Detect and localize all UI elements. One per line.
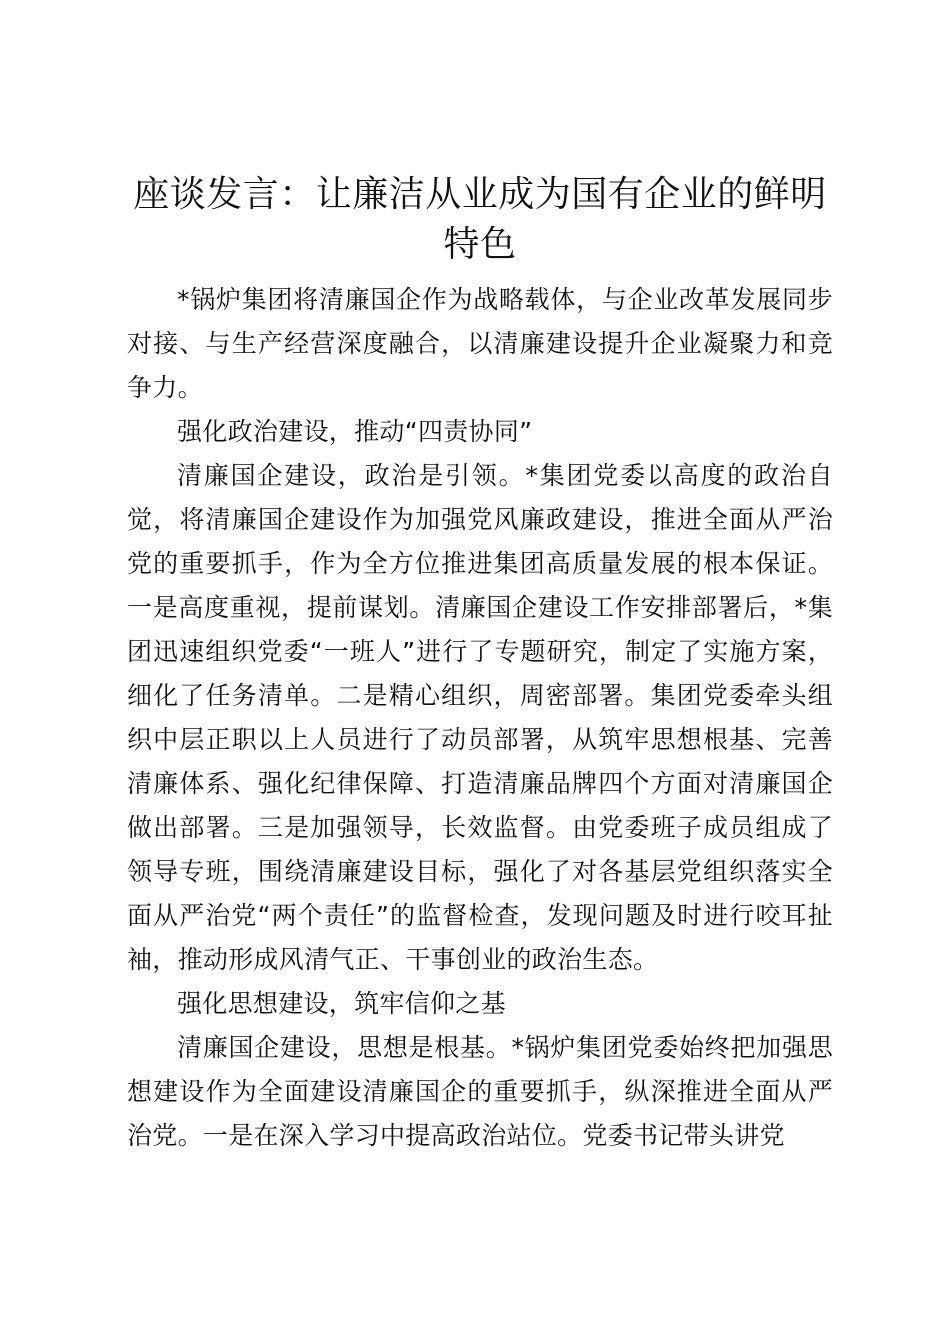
intro-paragraph: *锅炉集团将清廉国企作为战略载体，与企业改革发展同步对接、与生产经营深度融合，以清廉建设提升企业凝聚力和竞争力。 [127, 285, 833, 402]
section-heading-political: 强化政治建设，推动“四责协同” [177, 417, 533, 446]
document-title: 座谈发言：让廉洁从业成为国有企业的鲜明特色 [133, 174, 827, 265]
political-paragraph: 清廉国企建设，政治是引领。*集团党委以高度的政治自觉，将清廉国企建设作为加强党风廉政建设，推进全面从严治党的重要抓手，作为全方位推进集团高质量发展的根本保证。一是高度重视，提前谋划。清廉国企建设工作安排部署后，*集团迅速组织党委“一班人”进行了专题研究，制定了实施方案，细化了任务清单。二是精心组织，周密部署。集团党委牵头组织中层正职以上人员进行了动员部署，从筑牢思想根基、完善清廉体系、强化纪律保障、打造清廉品牌四个方面对清廉国企做出部署。三是加强领导，长效监督。由党委班子成员组成了领导专班，围绕清廉建设目标，强化了对各基层党组织落实全面从严治党“两个责任”的监督检查，发现问题及时进行咬耳扯袖，推动形成风清气正、干事创业的政治生态。 [127, 461, 833, 974]
ideological-paragraph: 清廉国企建设，思想是根基。*锅炉集团党委始终把加强思想建设作为全面建设清廉国企的重要抓手，纵深推进全面从严治党。一是在深入学习中提高政治站位。党委书记带头讲党 [127, 1033, 833, 1150]
document-page [127, 170, 833, 1158]
section-heading-ideological: 强化思想建设，筑牢信仰之基 [177, 989, 506, 1018]
